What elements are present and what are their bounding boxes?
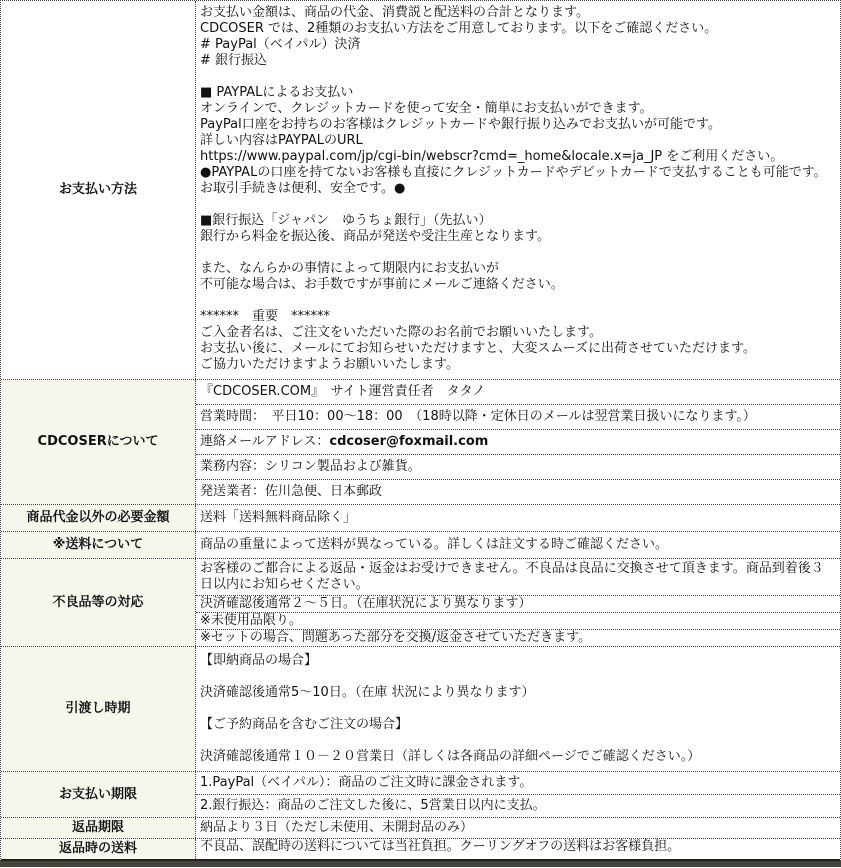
row-header-extra-charges: 商品代金以外の必要金額 [1, 505, 196, 531]
text-line: 不良品、誤配時の送料については当社負担。クーリングオフの送料はお客様負担。 [200, 839, 681, 854]
text-line: 【即納商品の場合】 [200, 653, 318, 668]
text-line: 納品より３日（ただし未使用、未開封品のみ） [200, 820, 474, 835]
text-line: ※未使用品限り。 [200, 613, 302, 628]
row-header-payment-deadline: お支払い期限 [1, 772, 196, 817]
text-line [200, 701, 836, 717]
row-header-delivery-time: 引渡し時期 [1, 647, 196, 771]
row-content-defective-items [196, 559, 840, 646]
bottom-dark-bar [0, 861, 841, 867]
text-line: ご入金者名は、ご注文をいただいた際のお名前でお願いいたします。 [200, 325, 602, 340]
table-row-delivery-time [1, 647, 840, 772]
text-line: 業務内容：シリコン製品および雑貨。 [200, 459, 421, 474]
text-line [200, 245, 836, 261]
text-line: # 銀行振込 [200, 53, 268, 68]
content-cell [196, 1, 840, 379]
content-cell [196, 505, 840, 531]
row-header-about-shipping: ※送料について [1, 532, 196, 558]
text-line [200, 69, 836, 85]
text-line: ****** 重要 ****** [200, 309, 331, 324]
text-line: 不可能な場合は、お手数ですが事前にメールご連絡ください。 [200, 277, 564, 292]
text-line [200, 434, 836, 450]
row-content-payment-method [196, 1, 840, 379]
text-line: ご協力いただけますようお願いいたします。 [200, 357, 459, 372]
table-row-return-shipping [1, 839, 840, 861]
row-header-about-cdcoser: CDCOSERについて [1, 380, 196, 504]
row-content-return-deadline [196, 818, 840, 838]
text-line: 【ご予約商品を含むご注文の場合】 [200, 717, 409, 732]
text-line: ■ PAYPALによるお支払い [200, 85, 354, 100]
content-cell [196, 629, 840, 646]
text-line: 『CDCOSER.COM』 サイト運営責任者 タタノ [200, 384, 486, 399]
text-line: 送料「送料無料商品除く」 [200, 510, 357, 525]
text-line: 銀行から料金を振込後、商品が発送や受注生産となります。 [200, 229, 550, 244]
text-line: お客様のご都合による返品・返金はお受けできません。不良品は良品に交換させて頂きます。商品到着後３日以内にお知らせください。 [200, 561, 824, 592]
text-line: # PayPal（ベイパル）決済 [200, 37, 361, 52]
row-header-return-deadline: 返品期限 [1, 818, 196, 838]
row-content-about-shipping [196, 532, 840, 558]
text-line [200, 293, 836, 309]
text-line: 発送業者：佐川急便、日本郵政 [200, 484, 383, 499]
text-line: 商品の重量によって送料が異なっている。詳しくは註文する時ご確認ください。 [200, 537, 669, 552]
table-row-return-deadline [1, 818, 840, 839]
text-line: 決済確認後通常２～５日。（在庫状況により異なります） [200, 596, 532, 611]
table-row-payment-deadline [1, 772, 840, 818]
content-cell [196, 595, 840, 612]
text-line: お支払い金額は、商品の代金、消費説と配送料の合計となります。 [200, 5, 589, 20]
content-cell [196, 839, 840, 855]
content-cell [196, 559, 840, 595]
content-cell [196, 772, 840, 794]
text-line [200, 733, 836, 749]
row-content-delivery-time [196, 647, 840, 771]
content-cell [196, 818, 840, 838]
text-line: 決済確認後通常5～10日。（在庫 状況により異なります） [200, 685, 535, 700]
content-cell [196, 612, 840, 629]
row-content-about-cdcoser [196, 380, 840, 504]
text-line: https://www.paypal.com/jp/cgi-bin/webscr?cmd=_home&locale.x=ja_JP をご利用ください。 [200, 149, 784, 164]
content-cell [196, 454, 840, 479]
text-line: ●PAYPALの口座を持てないお客様も直接にクレジットカードやデビットカードで支払することも可能です。 [200, 165, 827, 180]
text-line: 2.銀行振込：商品のご注文した後に、5営業日以内に支払。 [200, 798, 546, 813]
text-line: お支払い後に、メールにてお知らせいただけますと、大変スムーズに出荷させていただけます。 [200, 341, 757, 356]
table-row-about-cdcoser [1, 380, 840, 505]
table-row-extra-charges [1, 505, 840, 532]
text-line: オンラインで、クレジットカードを使って安全・簡単にお支払いができます。 [200, 101, 653, 116]
text-line: ■銀行振込「ジャパン ゆうちょ銀行」（先払い） [200, 213, 492, 228]
content-cell [196, 479, 840, 504]
row-content-payment-deadline [196, 772, 840, 817]
text-line [200, 669, 836, 685]
row-content-return-shipping [196, 839, 840, 859]
row-header-payment-method: お支払い方法 [1, 1, 196, 379]
text-line: 決済確認後通常１０－２０営業日（詳しくは各商品の詳細ページでご確認ください。） [200, 749, 701, 764]
content-cell [196, 647, 840, 771]
content-cell [196, 794, 840, 817]
text-line: お取引手続きは便利、安全です。● [200, 181, 406, 196]
text-line: 1.PayPal（ベイパル）：商品のご注文時に課金されます。 [200, 775, 533, 790]
text-line: 詳しい内容はPAYPALのURL [200, 133, 363, 148]
table-row-payment-method [1, 1, 840, 380]
table-row-defective-items [1, 559, 840, 647]
content-cell [196, 404, 840, 429]
text-line: また、なんらかの事情によって期限内にお支払いが [200, 261, 500, 276]
text-line: ※セットの場合、問題あった部分を交換/返金させていただきます。 [200, 630, 592, 645]
row-header-defective-items: 不良品等の対応 [1, 559, 196, 646]
content-cell [196, 532, 840, 558]
text-line [200, 197, 836, 213]
text-line: 営業時間： 平日10：00～18：00 （18時以降・定休日のメールは翌営業日扱いになります。） [200, 409, 756, 424]
table-row-about-shipping [1, 532, 840, 559]
row-header-return-shipping: 返品時の送料 [1, 839, 196, 859]
row-content-extra-charges [196, 505, 840, 531]
text-line: PayPal口座をお持ちのお客様はクレジットカードや銀行振り込みでお支払いが可能です。 [200, 117, 721, 132]
text-line: CDCOSER では、2種類のお支払い方法をご用意しております。以下をご確認ください。 [200, 21, 718, 36]
email-label: 連絡メールアドレス： [200, 434, 330, 449]
email-address: cdcoser@foxmail.com [329, 434, 489, 449]
content-cell [196, 380, 840, 404]
content-cell [196, 429, 840, 454]
